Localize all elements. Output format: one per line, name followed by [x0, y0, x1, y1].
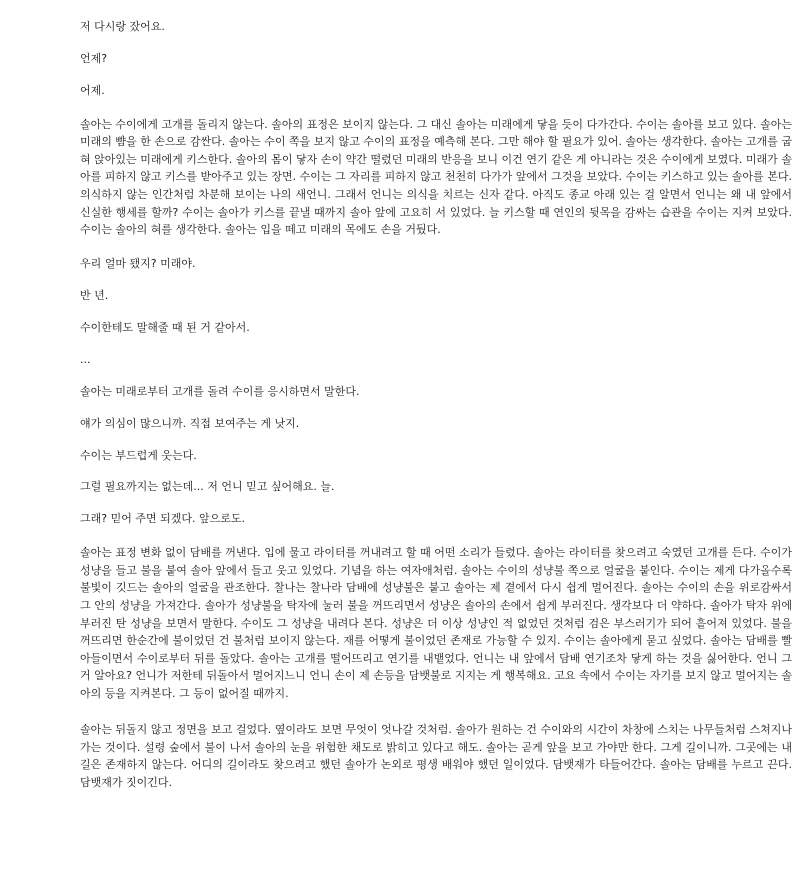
dialogue-line: 얘가 의심이 많으니까. 직접 보여주는 게 낫지.	[80, 416, 300, 430]
dialogue-line: 반 년.	[80, 289, 109, 303]
narrative-paragraph: 솔아는 표정 변화 없이 담배를 꺼낸다. 입에 물고 라이터를 꺼내려고 할 때 어떤 소리가 들렸다. 솔아는 라이터를 찾으려고 숙였던 고개를 든다. 수이가 성냥을 들고 불을 붙여 솔아 앞에서 들고 웃고 있었다. 기념을 하는 여자애처럼. 솔아는 수이의 성냥불 쪽으로 얼굴을 붙인다. 수이는 제게 다가올수록 불빛이 깃드는 솔아의 얼굴을 관조한다. 찰나는 찰나라 담배에 성냥불은 붙고 솔아는 제 곁에서 다시 쉽게 멀어진다. 솔아는 수이의 손을 위로감싸서 그 안의 성냥을 가져간다. 솔아가 성냥불을 탁자에 눌러 불을 꺼뜨리면서 성냥은 솔아의 손에서 쉽게 부러진다. 생각보다 더 약하다. 솔아가 탁자 위에 부러진 탄 성냥을 보면서 말한다. 수이도 그 성냥을 내려다 본다. 성냥은 더 이상 성냥인 적 없었던 것처럼 검은 부스러기가 되어 흩어져 있었다. 불을 꺼뜨리면 한순간에 불이었던 건 불처럼 보이지 않는다. 재를 어떻게 불이었던 존재로 가능할 수 있지. 수이는 솔아에게 묻고 싶었다. 솔아는 담배를 빨아들이면서 수이로부터 뒤를 돌았다. 솔아는 고개를 떨어뜨리고 연기를 내뱉었다. 언니는 내 앞에서 담배 연기조차 닿게 하는 것을 싫어한다. 언니 그거 알아요? 언니가 저한테 뒤돌아서 멀어지느니 언니 손이 제 손등을 담뱃불로 지지는 게 행복해요. 고요 속에서 수이는 자기를 보지 않고 멀어지는 솔아의 등을 지켜본다. 그 등이 없어질 때까지.	[80, 546, 792, 700]
document-body	[80, 20, 792, 791]
narrative-paragraph: 솔아는 수이에게 고개를 돌리지 않는다. 솔아의 표정은 보이지 않는다. 그 대신 솔아는 미래에게 닿을 듯이 다가간다. 수이는 솔아를 보고 있다. 솔아는 미래의 뺨을 한 손으로 감싼다. 솔아는 수이 쪽을 보지 않고 수이의 표정을 예측해 본다. 그만 해야 할 필요가 있어. 솔아는 생각한다. 솔아는 고개를 굽혀 앉아있는 미래에게 키스한다. 솔아의 몸이 닿자 손이 약간 떨렸던 미래의 반응을 보니 이건 연기 같은 게 아니라는 것은 수이에게 보였다. 미래가 솔아를 피하지 않고 키스를 받아주고 있는 장면. 수이는 그 자리를 피하지 않고 천천히 다가가 앞에서 그것을 보았다. 수이는 키스하고 있는 솔아를 본다. 의식하지 않는 인간처럼 차분해 보이는 나의 새언니. 그래서 언니는 의식을 치르는 신자 같다. 아직도 종교 아래 있는 걸 알면서 언니는 왜 내 앞에서 신실한 행세를 할까? 수이는 솔아가 키스를 끝낼 때까지 솔아 앞에 고요히 서 있었다. 늘 키스할 때 연인의 뒷목을 감싸는 습관을 수이는 지켜 보았다. 수이는 솔아의 혀를 생각한다. 솔아는 입을 떼고 미래의 목에도 손을 거뒀다.	[80, 117, 792, 237]
dialogue-line: 언제?	[80, 51, 108, 65]
narrative-line: 솔아는 미래로부터 고개를 돌려 수이를 응시하면서 말한다.	[80, 384, 360, 398]
dialogue-line: 그럴 필요까지는 없는데... 저 언니 믿고 싶어해요. 늘.	[80, 480, 335, 494]
dialogue-line: 그래? 믿어 주면 되겠다. 앞으로도.	[80, 512, 245, 526]
narrative-paragraph: 솔아는 뒤돌지 않고 정면을 보고 걸었다. 옆이라도 보면 무엇이 엇나갈 것처럼. 솔아가 원하는 건 수이와의 시간이 차창에 스치는 나무들처럼 스쳐지나가는 것이다. 설령 숲에서 불이 나서 솔아의 눈을 위험한 채도로 밝히고 있다고 해도. 솔아는 곧게 앞을 보고 가야만 한다. 그게 길이니까. 그곳에는 내 길은 존재하지 않는다. 어디의 길이라도 찾으려고 했던 솔아가 논외로 평생 배워야 했던 일이었다. 담뱃재가 타들어간다. 솔아는 담배를 누르고 끈다. 담뱃재가 짓이긴다.	[80, 722, 792, 789]
dialogue-line: 우리 얼마 됐지? 미래야.	[80, 257, 196, 271]
narrative-line: 수이는 부드럽게 웃는다.	[80, 448, 197, 462]
dialogue-line: 저 다시랑 잤어요.	[80, 20, 165, 33]
dialogue-line: 수이한테도 말해줄 때 된 거 같아서.	[80, 321, 250, 334]
dialogue-line: 어제.	[80, 83, 105, 97]
dialogue-line: ...	[80, 352, 91, 366]
